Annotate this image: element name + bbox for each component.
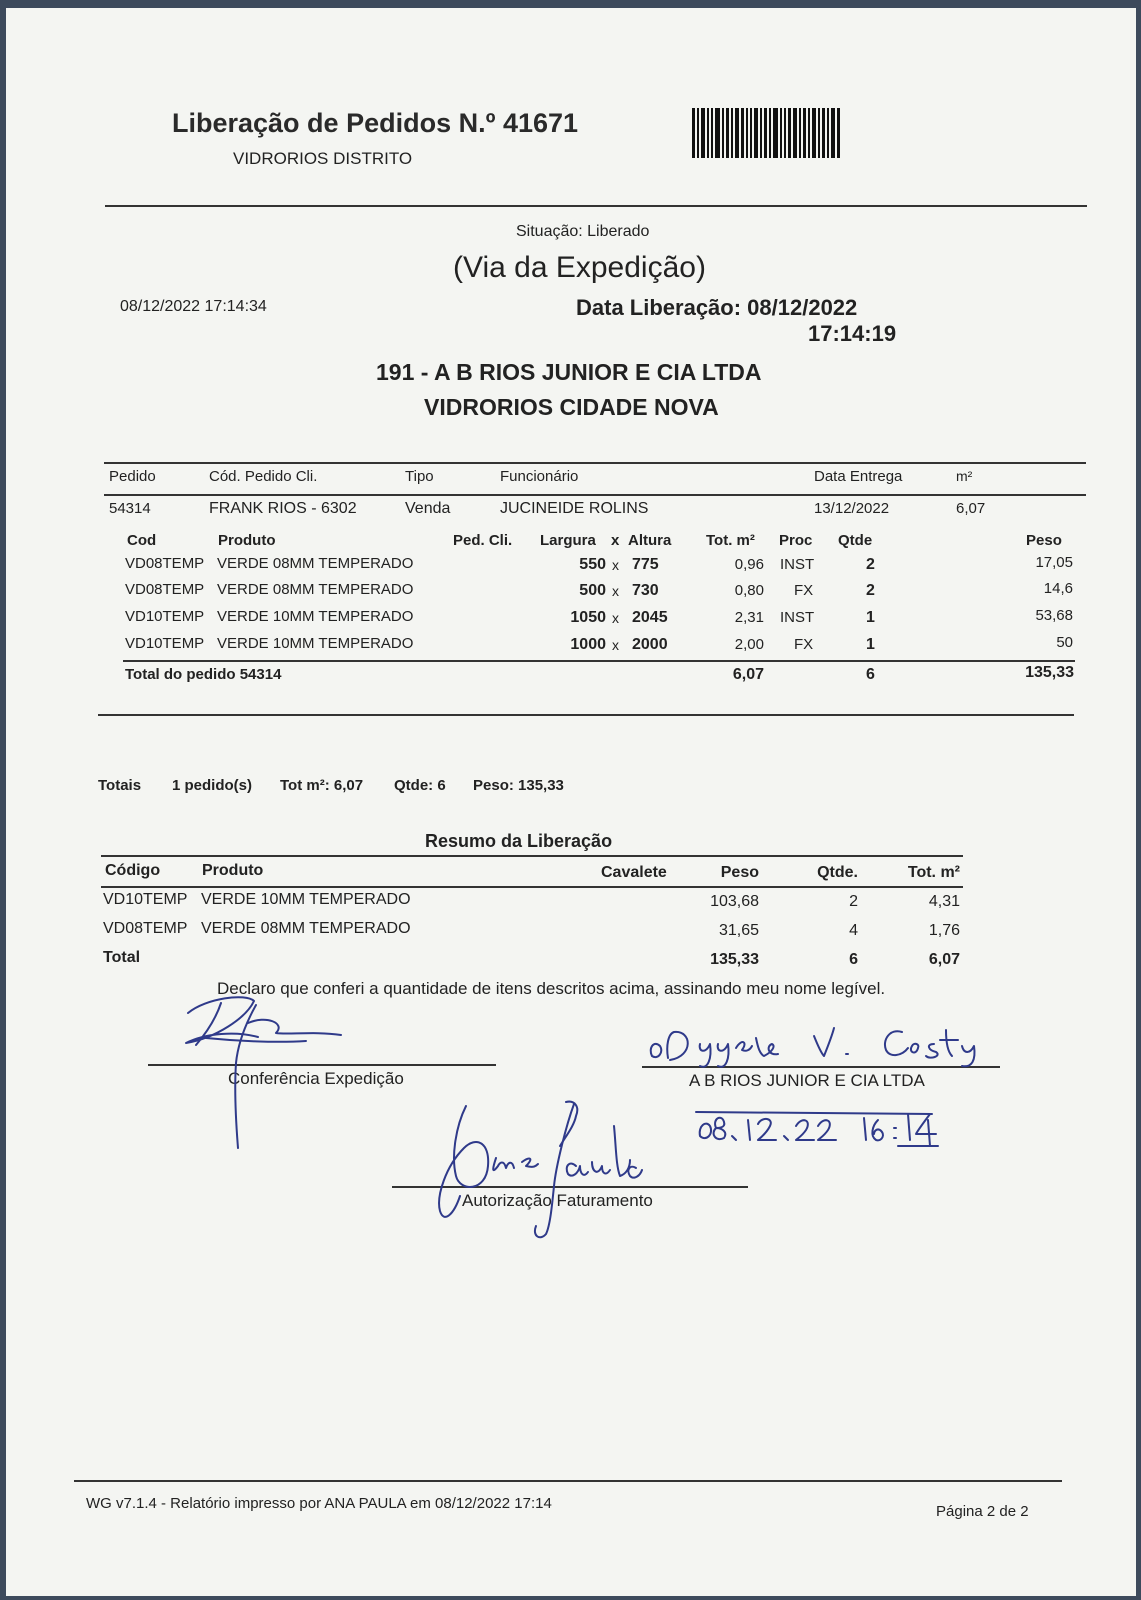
item-produto: VERDE 08MM TEMPERADO xyxy=(217,555,414,572)
client-date-handwritten xyxy=(692,1106,952,1156)
item-proc: INST xyxy=(780,556,815,573)
conferencia-signature xyxy=(176,993,356,1163)
item-proc: FX xyxy=(794,636,814,653)
items-col-pedcli: Ped. Cli. xyxy=(453,532,513,549)
item-x: x xyxy=(612,637,619,653)
items-col-altura: Altura xyxy=(628,532,672,549)
col-data-entrega: Data Entrega xyxy=(814,468,903,485)
document-page xyxy=(6,8,1136,1596)
item-x: x xyxy=(612,610,619,626)
order-m2: 6,07 xyxy=(956,500,986,517)
item-cod: VD08TEMP xyxy=(125,555,205,572)
resumo-title: Resumo da Liberação xyxy=(425,831,613,851)
item-largura: 1050 xyxy=(570,609,606,626)
order-bottom-line xyxy=(98,714,1074,716)
item-proc: INST xyxy=(780,609,815,626)
items-col-peso: Peso xyxy=(1026,532,1062,549)
page-number: Página 2 de 2 xyxy=(936,1503,1029,1520)
order-total-m2: 6,07 xyxy=(732,666,764,683)
item-altura: 775 xyxy=(632,556,659,573)
item-altura: 2000 xyxy=(632,636,668,653)
resumo-peso: 103,68 xyxy=(710,893,759,910)
item-x: x xyxy=(612,557,619,573)
resumo-col-cavalete: Cavalete xyxy=(601,864,667,881)
col-cod-pedido-cli: Cód. Pedido Cli. xyxy=(209,468,318,485)
autorizacao-signature xyxy=(426,1096,646,1246)
col-funcionario: Funcionário xyxy=(500,468,579,485)
resumo-total-peso: 135,33 xyxy=(710,951,759,968)
footer-report: WG v7.1.4 - Relatório impresso por ANA PAULA em 08/12/2022 17:14 xyxy=(86,1495,552,1512)
resumo-col-codigo: Código xyxy=(105,862,161,879)
resumo-col-totm2: Tot. m² xyxy=(907,864,960,881)
item-qtde: 1 xyxy=(866,609,875,626)
totais-pedidos: 1 pedido(s) xyxy=(172,777,253,794)
item-peso: 17,05 xyxy=(1035,554,1073,571)
item-qtde: 1 xyxy=(866,636,875,653)
order-total-qtde: 6 xyxy=(866,666,875,683)
item-totm2: 0,80 xyxy=(734,582,764,599)
item-totm2: 2,00 xyxy=(734,636,764,653)
conferencia-label: Conferência Expedição xyxy=(228,1069,404,1088)
item-totm2: 2,31 xyxy=(734,609,764,626)
order-top-line xyxy=(104,462,1086,464)
resumo-total-totm2: 6,07 xyxy=(928,951,960,968)
col-tipo: Tipo xyxy=(405,468,434,485)
item-peso: 14,6 xyxy=(1043,580,1073,597)
resumo-total-label: Total xyxy=(103,949,141,966)
resumo-header-line xyxy=(101,886,963,888)
resumo-col-qtde: Qtde. xyxy=(817,864,858,881)
items-col-totm2: Tot. m² xyxy=(706,532,755,549)
item-cod: VD10TEMP xyxy=(125,635,205,652)
resumo-qtde: 2 xyxy=(849,893,858,910)
items-col-qtde: Qtde xyxy=(838,532,873,549)
col-pedido: Pedido xyxy=(109,468,156,485)
client-signature-label: A B RIOS JUNIOR E CIA LTDA xyxy=(689,1071,925,1090)
situacao: Situação: Liberado xyxy=(516,223,650,240)
item-totm2: 0,96 xyxy=(734,556,764,573)
item-peso: 53,68 xyxy=(1035,607,1073,624)
totais-m2: Tot m²: 6,07 xyxy=(280,777,364,794)
items-col-largura: Largura xyxy=(540,532,596,549)
items-col-proc: Proc xyxy=(779,532,813,549)
client-branch: VIDRORIOS CIDADE NOVA xyxy=(424,394,719,420)
document-title: Liberação de Pedidos N.º 41671 xyxy=(172,108,579,138)
resumo-top-line xyxy=(101,855,963,857)
order-total-label: Total do pedido 54314 xyxy=(125,666,282,683)
item-cod: VD08TEMP xyxy=(125,581,205,598)
via-label: (Via da Expedição) xyxy=(453,251,706,284)
resumo-produto: VERDE 10MM TEMPERADO xyxy=(201,891,411,908)
item-produto: VERDE 08MM TEMPERADO xyxy=(217,581,414,598)
release-date: Data Liberação: 08/12/2022 xyxy=(576,295,858,320)
resumo-codigo: VD08TEMP xyxy=(103,920,188,937)
item-produto: VERDE 10MM TEMPERADO xyxy=(217,608,414,625)
order-header-line xyxy=(104,494,1086,496)
order-pedido: 54314 xyxy=(109,500,151,517)
header-divider xyxy=(105,205,1087,207)
totais-qtde: Qtde: 6 xyxy=(394,777,446,794)
item-peso: 50 xyxy=(1056,634,1073,651)
resumo-col-produto: Produto xyxy=(202,862,264,879)
item-largura: 1000 xyxy=(570,636,606,653)
printed-datetime: 08/12/2022 17:14:34 xyxy=(120,298,267,315)
autorizacao-label: Autorização Faturamento xyxy=(462,1191,653,1210)
item-largura: 550 xyxy=(579,556,606,573)
issuer-company: VIDRORIOS DISTRITO xyxy=(233,149,413,168)
resumo-produto: VERDE 08MM TEMPERADO xyxy=(201,920,411,937)
client-name: 191 - A B RIOS JUNIOR E CIA LTDA xyxy=(376,359,762,385)
order-data-entrega: 13/12/2022 xyxy=(814,500,890,517)
order-funcionario: JUCINEIDE ROLINS xyxy=(500,500,649,517)
declaration-text: Declaro que conferi a quantidade de itens descritos acima, assinando meu nome legível. xyxy=(217,979,886,998)
order-total-peso: 135,33 xyxy=(1025,664,1074,681)
item-cod: VD10TEMP xyxy=(125,608,205,625)
client-signature xyxy=(646,1018,986,1068)
resumo-totm2: 4,31 xyxy=(928,893,960,910)
order-cod-pedido-cli: FRANK RIOS - 6302 xyxy=(209,500,357,517)
item-altura: 730 xyxy=(632,582,659,599)
release-time: 17:14:19 xyxy=(808,321,897,346)
item-produto: VERDE 10MM TEMPERADO xyxy=(217,635,414,652)
items-col-cod: Cod xyxy=(127,532,157,549)
item-qtde: 2 xyxy=(866,582,875,599)
items-col-produto: Produto xyxy=(218,532,276,549)
item-proc: FX xyxy=(794,582,814,599)
items-col-x: x xyxy=(611,532,620,549)
totais-peso: Peso: 135,33 xyxy=(473,777,564,794)
col-m2: m² xyxy=(956,468,973,484)
order-tipo: Venda xyxy=(405,500,451,517)
totais-label: Totais xyxy=(98,777,142,794)
resumo-codigo: VD10TEMP xyxy=(103,891,188,908)
item-qtde: 2 xyxy=(866,556,875,573)
items-total-line xyxy=(123,660,1075,662)
barcode xyxy=(692,108,864,158)
item-altura: 2045 xyxy=(632,609,668,626)
resumo-col-peso: Peso xyxy=(720,864,759,881)
resumo-total-qtde: 6 xyxy=(849,951,858,968)
resumo-totm2: 1,76 xyxy=(928,922,960,939)
resumo-qtde: 4 xyxy=(849,922,858,939)
item-x: x xyxy=(612,583,619,599)
footer-line xyxy=(74,1480,1062,1482)
resumo-peso: 31,65 xyxy=(718,922,759,939)
item-largura: 500 xyxy=(579,582,606,599)
